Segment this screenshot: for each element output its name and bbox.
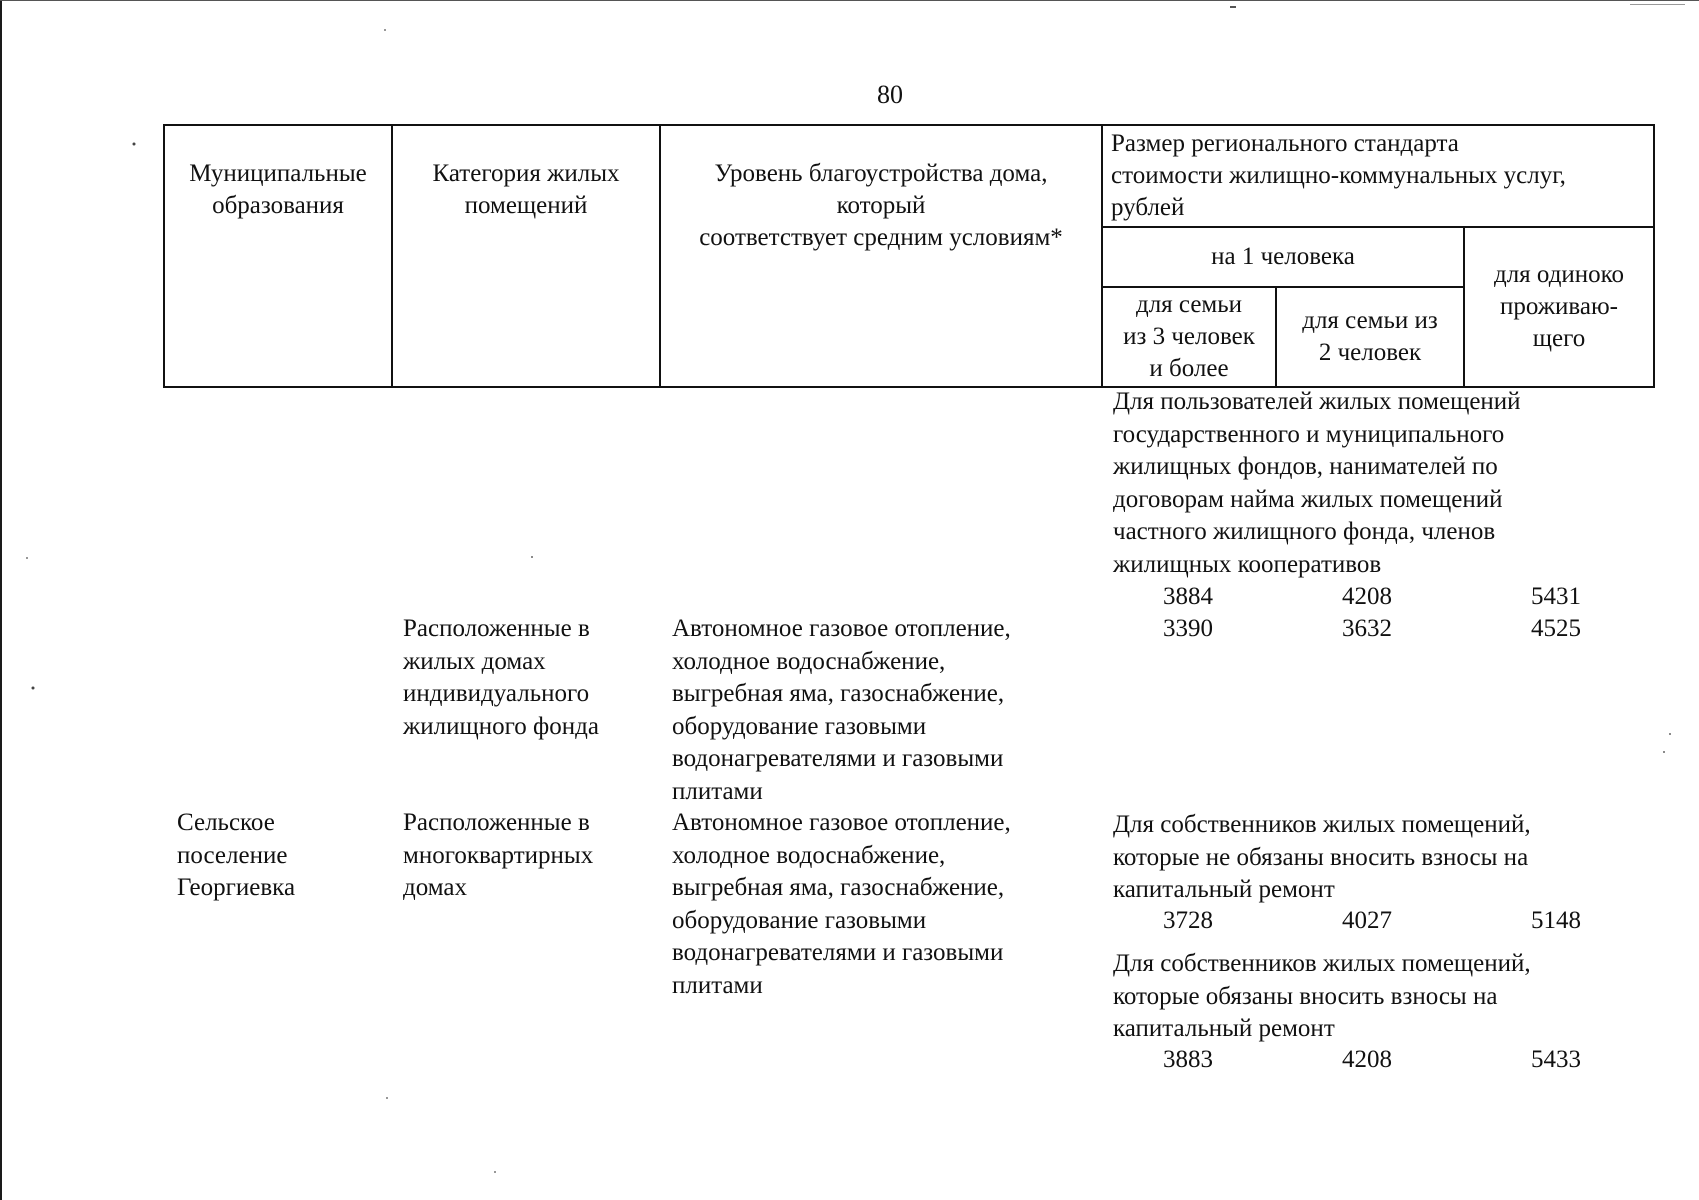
scan-edge-left <box>0 0 2 1200</box>
header-family2: для семьи из 2 человек <box>1276 287 1464 387</box>
header-single: для одиноко проживаю- щего <box>1464 227 1654 387</box>
header-family3: для семьи из 3 человек и более <box>1102 287 1276 387</box>
value-family3: 3884 <box>1163 583 1213 610</box>
note-owners-no-capital-repair: Для собственников жилых помещений, которые не обязаны вносить взносы на капитальный ремонт <box>1113 811 1531 903</box>
level-individual-housing: Автономное газовое отопление, холодное водоснабжение, выгребная яма, газоснабжение, оборудование газовыми водонагревателями и газовыми плитами <box>672 615 1011 805</box>
note-owners-capital-repair: Для собственников жилых помещений, которые обязаны вносить взносы на капитальный ремонт <box>1113 950 1531 1042</box>
value-family2: 4027 <box>1342 907 1392 934</box>
value-single: 5433 <box>1531 1046 1581 1073</box>
value-family2: 3632 <box>1342 615 1392 642</box>
header-municipal: Муниципальные образования <box>164 125 392 387</box>
category-apartment-buildings: Расположенные в многоквартирных домах <box>403 809 594 901</box>
header-standard: Размер регионального стандарта стоимости жилищно-коммунальных услуг, рублей <box>1102 125 1654 227</box>
value-family2: 4208 <box>1342 583 1392 610</box>
level-apartment-buildings: Автономное газовое отопление, холодное водоснабжение, выгребная яма, газоснабжение, оборудование газовыми водонагревателями и газовыми плитами <box>672 809 1011 999</box>
category-individual-housing: Расположенные в жилых домах индивидуального жилищного фонда <box>403 615 599 740</box>
header-category: Категория жилых помещений <box>392 125 660 387</box>
header-level: Уровень благоустройства дома, который соответствует средним условиям* <box>660 125 1102 387</box>
value-family3: 3390 <box>1163 615 1213 642</box>
note-tenants: Для пользователей жилых помещений государственного и муниципального жилищных фондов, нанимателей по договорам найма жилых помещений частного жилищного фонда, членов жилищных кооперативов <box>1113 388 1521 578</box>
value-single: 5431 <box>1531 583 1581 610</box>
header-per-person: на 1 человека <box>1102 227 1464 287</box>
value-family3: 3883 <box>1163 1046 1213 1073</box>
scan-edge-top <box>0 0 1699 1</box>
value-family3: 3728 <box>1163 907 1213 934</box>
value-family2: 4208 <box>1342 1046 1392 1073</box>
page-number: 80 <box>877 80 903 109</box>
value-single: 4525 <box>1531 615 1581 642</box>
municipal-georgievka: Сельское поселение Георгиевка <box>177 809 296 901</box>
value-single: 5148 <box>1531 907 1581 934</box>
header-table <box>163 124 1655 388</box>
